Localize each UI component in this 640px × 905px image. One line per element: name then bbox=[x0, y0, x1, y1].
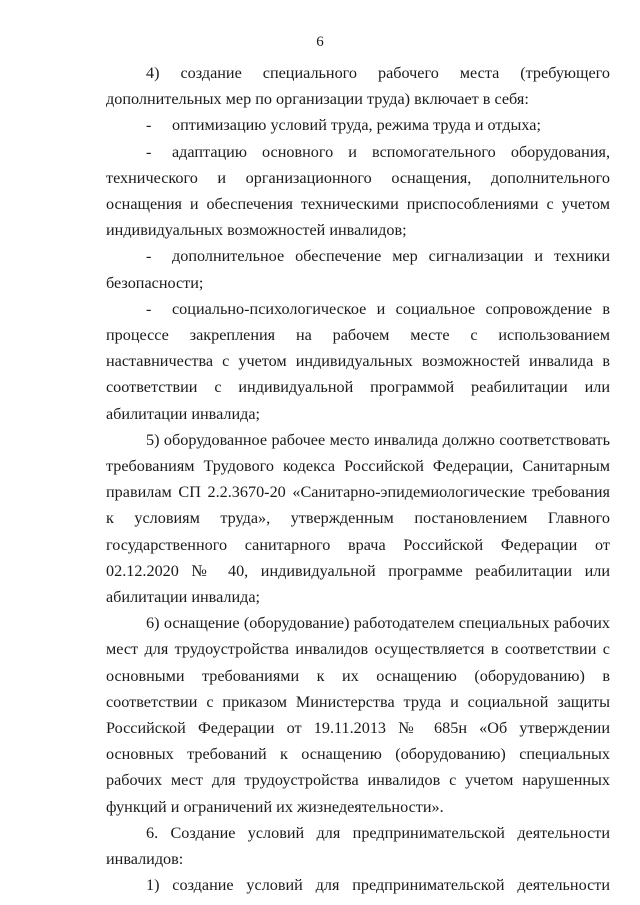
bullet-dash: - bbox=[146, 116, 152, 135]
bullet-text: социально-психологическое и социальное сопровождение в процессе закрепления на рабочем месте с использованием наставничества с учетом индивидуальных возможностей инвалида в соответствии с индивидуальной программой реабилитации или абилитации инвалида; bbox=[106, 299, 610, 423]
paragraph-item-4: 4) создание специального рабочего места (требующего дополнительных мер по организации труда) включает в себя: bbox=[106, 64, 610, 109]
bullet-text: оптимизацию условий труда, режима труда и отдыха; bbox=[172, 116, 541, 135]
page-number: 6 bbox=[316, 34, 324, 50]
document-body bbox=[106, 60, 610, 899]
paragraph-item-6: 6) оснащение (оборудование) работодателем специальных рабочих мест для трудоустройства инвалидов осуществляется в соответствии с основными требованиями к их оснащению (оборудованию) в соответствии с приказом Министерства труда и социальной защиты Российской Федерации от 19.11.2013 № 685н «Об утверждении основных требований к оснащению (оборудованию) специальных рабочих мест для трудоустройства инвалидов с учетом нарушенных функций и ограничений их жизнедеятельности». bbox=[106, 614, 610, 816]
bullet-dash: - bbox=[146, 247, 152, 266]
paragraph-section-6-item-1: 1) создание условий для предпринимательской деятельности bbox=[146, 876, 610, 895]
bullet-safety bbox=[106, 243, 610, 295]
bullet-adaptation bbox=[106, 139, 610, 244]
bullet-text: адаптацию основного и вспомогательного оборудования, технического и организационного оснащения, дополнительного оснащения и обеспечения техническими приспособлениями с учетом индивидуальных возможностей инвалидов; bbox=[106, 142, 610, 240]
bullet-support bbox=[106, 296, 610, 427]
paragraph-item-5: 5) оборудованное рабочее место инвалида должно соответствовать требованиям Трудового кодекса Российской Федерации, Санитарным правилам СП 2.2.3670-20 «Санитарно-эпидемиологические требования к условиям труда», утвержденным постановлением Главного государственного санитарного врача Российской Федерации от 02.12.2020 № 40, индивидуальной программе реабилитации или абилитации инвалида; bbox=[106, 430, 610, 607]
bullet-optimization bbox=[106, 112, 610, 138]
bullet-dash: - bbox=[146, 299, 152, 318]
section-6-heading: 6. Создание условий для предпринимательской деятельности инвалидов: bbox=[106, 823, 610, 869]
bullet-dash: - bbox=[146, 142, 152, 161]
bullet-text: дополнительное обеспечение мер сигнализации и техники безопасности; bbox=[106, 247, 610, 292]
